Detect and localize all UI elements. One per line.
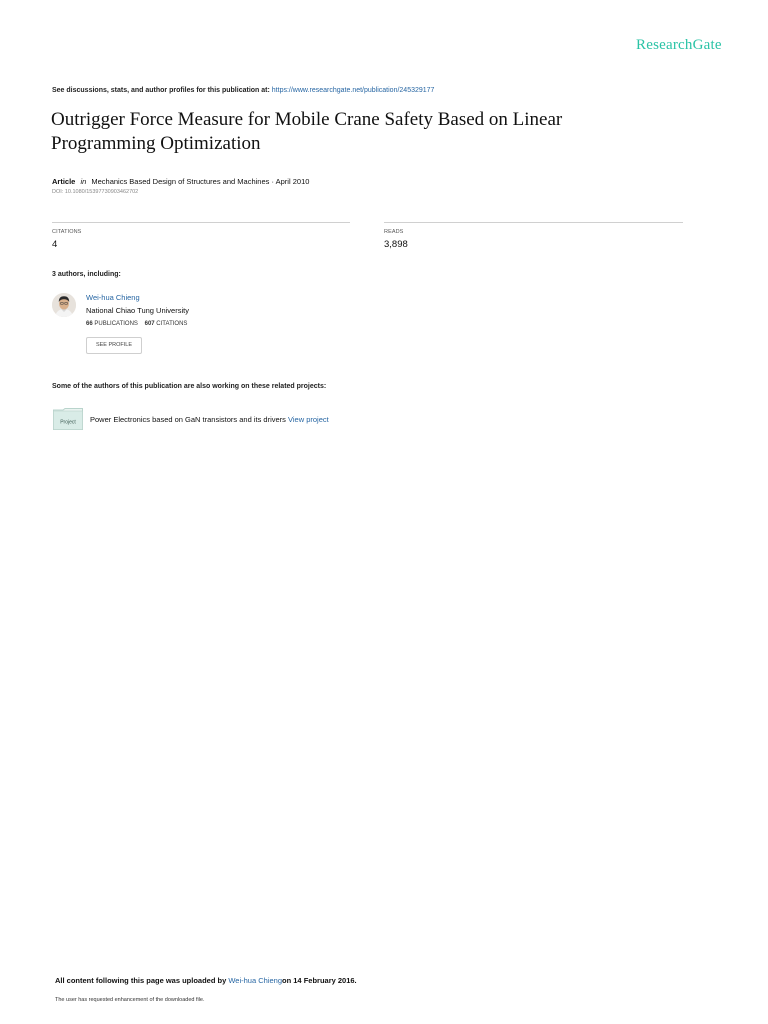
author-avatar[interactable]	[52, 293, 76, 317]
reads-divider	[384, 222, 683, 223]
uploaded-suffix: on 14 February 2016.	[282, 976, 357, 985]
paper-title-line-1: Outrigger Force Measure for Mobile Crane Safety Based on Linear	[51, 109, 563, 130]
uploaded-prefix: All content following this page was uploaded by	[55, 976, 227, 985]
doi-text: DOI: 10.1080/15397730903462702	[52, 189, 139, 195]
reads-label: READS	[384, 229, 404, 235]
reads-count: 3,898	[384, 239, 408, 250]
publication-meta	[52, 177, 309, 186]
view-project-link[interactable]: View project	[288, 415, 329, 424]
researchgate-logo[interactable]: ResearchGate	[636, 37, 722, 53]
see-profile-button[interactable]: SEE PROFILE	[86, 337, 142, 354]
uploader-link[interactable]: Wei-hua Chieng	[228, 976, 283, 985]
author-name-link[interactable]: Wei-hua Chieng	[86, 293, 140, 302]
authors-heading: 3 authors, including:	[52, 271, 121, 278]
citations-label: CITATIONS	[52, 229, 82, 235]
publication-url-link[interactable]: https://www.researchgate.net/publication/245329177	[271, 87, 435, 94]
author-citations-label: CITATIONS	[156, 321, 188, 327]
author-publications-label: PUBLICATIONS	[94, 321, 138, 327]
project-title: Power Electronics based on GaN transistors and its drivers	[90, 415, 286, 424]
publication-type: Article	[52, 177, 76, 186]
in-label: in	[80, 177, 87, 186]
paper-title-line-2: Programming Optimization	[51, 132, 261, 154]
author-citations-count: 607	[144, 321, 155, 327]
related-projects-heading: Some of the authors of this publication are also working on these related projects:	[52, 383, 327, 390]
author-publications-count: 66	[86, 321, 93, 327]
citations-divider	[52, 222, 350, 223]
author-stats	[86, 321, 187, 327]
paper-title	[51, 108, 671, 155]
journal-and-date: Mechanics Based Design of Structures and Machines · April 2010	[91, 177, 310, 186]
citations-count: 4	[52, 239, 58, 250]
project-folder-icon[interactable]	[53, 408, 83, 430]
project-row	[90, 415, 329, 424]
discussions-prefix: See discussions, stats, and author profiles for this publication at:	[52, 87, 270, 94]
project-icon-label: Project	[60, 419, 76, 426]
discussions-line	[52, 87, 434, 94]
download-note: The user has requested enhancement of the downloaded file.	[55, 997, 205, 1003]
author-photo-icon	[52, 293, 76, 317]
author-institution: National Chiao Tung University	[86, 306, 189, 315]
uploaded-by-line	[55, 976, 357, 985]
